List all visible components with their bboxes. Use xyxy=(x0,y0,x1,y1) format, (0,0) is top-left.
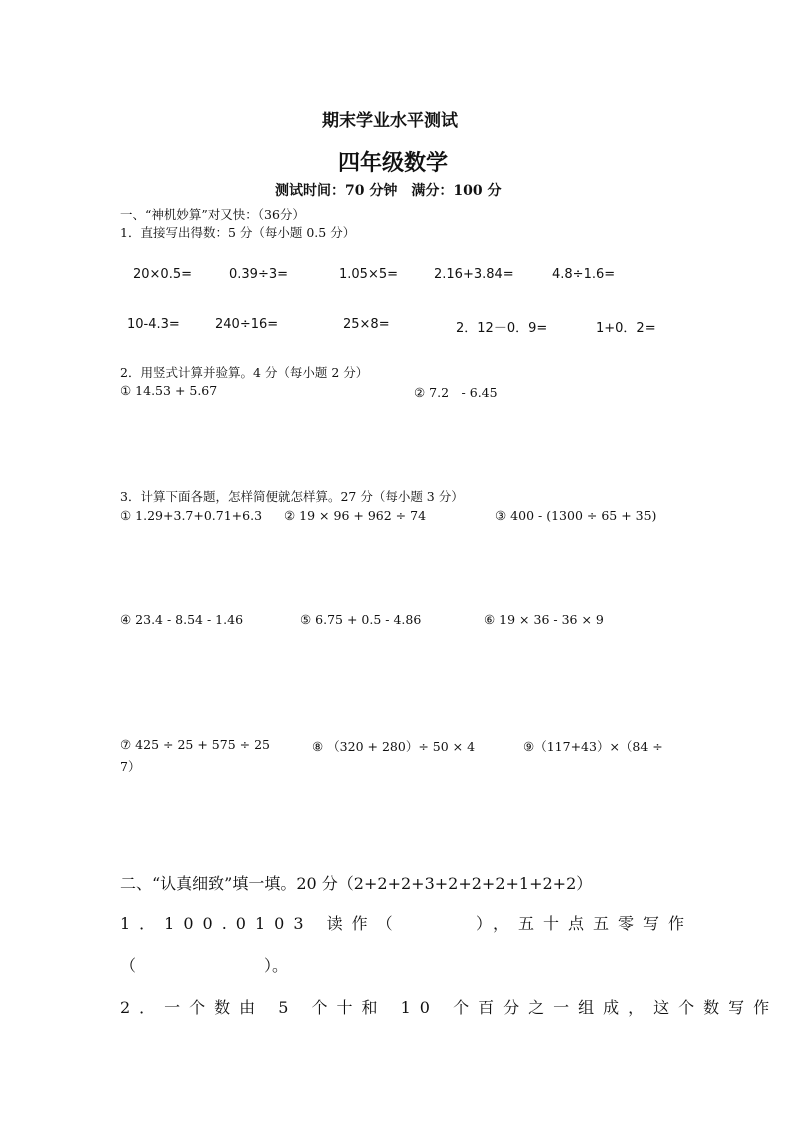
q3-item: 7） xyxy=(120,759,141,774)
calc-item: 2．12－0．9= xyxy=(456,321,548,336)
calc-item: 4.8÷1.6= xyxy=(552,267,616,282)
fill-question-1b: ），五十点五零写作 xyxy=(476,914,694,933)
q3-heading: 3．计算下面各题，怎样简便就怎样算。27 分（每小题 3 分） xyxy=(120,489,464,504)
calc-item: 240÷16= xyxy=(215,317,279,332)
section2-heading: 二、“认真细致”填一填。20 分（2+2+2+3+2+2+2+1+2+2） xyxy=(120,874,593,893)
calc-item: 20×0.5= xyxy=(133,267,193,282)
fill-question-1a: 1．100.0103 读作（ xyxy=(120,914,402,933)
test-meta: 测试时间：70 分钟 满分：100 分 xyxy=(275,183,502,199)
q2-item: ② 7.2 - 6.45 xyxy=(414,385,498,400)
calc-item: 1.05×5= xyxy=(339,267,399,282)
calc-item: 2.16+3.84= xyxy=(434,267,514,282)
q3-item: ③ 400 - (1300 ÷ 65 + 35) xyxy=(495,508,657,523)
q3-item: ⑨（117+43）×（84 ÷ xyxy=(523,739,663,754)
q3-item: ⑧ （320 + 280）÷ 50 × 4 xyxy=(312,739,476,754)
q3-item: ⑥ 19 × 36 - 36 × 9 xyxy=(484,612,604,627)
section1-heading: 一、“神机妙算”对又快：（36分） xyxy=(120,207,305,222)
q3-item: ① 1.29+3.7+0.71+6.3 xyxy=(120,508,263,523)
q3-item: ② 19 × 96 + 962 ÷ 74 xyxy=(284,508,427,523)
calc-item: 25×8= xyxy=(343,317,390,332)
calc-item: 10-4.3= xyxy=(127,317,180,332)
q2-item: ① 14.53 + 5.67 xyxy=(120,383,218,398)
fill-question-1-line2: （ ）。 xyxy=(120,956,289,975)
q3-item: ⑤ 6.75 + 0.5 - 4.86 xyxy=(300,612,422,627)
page-subtitle: 四年级数学 xyxy=(338,150,449,176)
calc-item: 1+0．2= xyxy=(596,321,656,336)
page-title: 期末学业水平测试 xyxy=(322,111,458,131)
q1-heading: 1．直接写出得数：5 分（每小题 0.5 分） xyxy=(120,225,356,240)
q2-heading: 2．用竖式计算并验算。4 分（每小题 2 分） xyxy=(120,365,369,380)
fill-question-2: 2．一个数由 5 个十和 10 个百分之一组成，这个数写作 xyxy=(120,998,779,1017)
calc-item: 0.39÷3= xyxy=(229,267,289,282)
q3-item: ④ 23.4 - 8.54 - 1.46 xyxy=(120,612,244,627)
q3-item: ⑦ 425 ÷ 25 + 575 ÷ 25 xyxy=(120,737,270,752)
